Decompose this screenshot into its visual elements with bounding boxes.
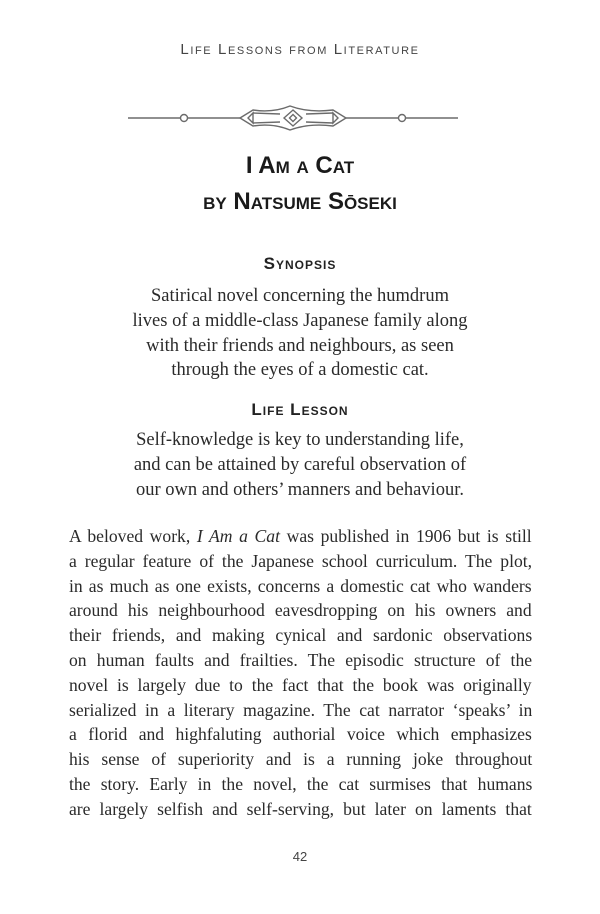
synopsis-line: through the eyes of a domestic cat. <box>171 360 429 381</box>
body-line: his sense of superiority and is a running joke throughout <box>69 749 533 770</box>
book-title: I Am a Cat <box>245 152 355 179</box>
body-line: novel is largely due to the fact that the book was originally <box>69 674 532 695</box>
life-lesson-line: our own and others’ manners and behaviour. <box>136 479 464 500</box>
life-lesson-line: and can be attained by careful observation of <box>133 454 467 475</box>
body-text-run: was published in 1906 but is still <box>279 526 532 546</box>
life-lesson-heading: Life Lesson <box>251 400 349 419</box>
body-line: their friends, and making cynical and sardonic observations <box>69 625 533 646</box>
body-line <box>69 524 532 549</box>
body-line: on human faults and frailties. The episodic structure of the <box>69 649 533 670</box>
body-text-run: A beloved work, <box>69 526 197 546</box>
synopsis-line: lives of a middle-class Japanese family along <box>132 310 468 331</box>
synopsis-heading: Synopsis <box>263 254 337 273</box>
page-number: 42 <box>292 849 308 864</box>
life-lesson-text <box>0 428 600 502</box>
body-line: the story. Early in the novel, the cat surmises that humans <box>69 773 533 794</box>
divider-circle-left <box>181 115 188 122</box>
running-head: Life Lessons from Literature <box>180 41 420 58</box>
body-line: serialized in a literary magazine. The cat narrator ‘speaks’ in <box>69 699 533 720</box>
body-paragraph <box>69 524 532 822</box>
divider-circle-right <box>399 115 406 122</box>
synopsis-line: with their friends and neighbours, as seen <box>146 335 454 356</box>
body-line: in as much as one exists, concerns a domestic cat who wanders <box>69 575 532 596</box>
body-line: around his neighbourhood eavesdropping on his owners and <box>69 600 532 621</box>
body-line: are largely selfish and self-serving, but later on laments that <box>69 798 532 819</box>
synopsis-line: Satirical novel concerning the humdrum <box>151 286 449 306</box>
body-line: a regular feature of the Japanese school curriculum. The plot, <box>69 550 533 571</box>
decorative-divider-icon <box>128 103 458 133</box>
body-line: a florid and highfaluting authorial voice which emphasizes <box>69 724 532 745</box>
life-lesson-line: Self-knowledge is key to understanding life, <box>136 430 464 450</box>
synopsis-text <box>0 284 600 383</box>
book-author: by Natsume Sōseki <box>203 188 397 215</box>
book-title-italic: I Am a Cat <box>196 526 280 546</box>
